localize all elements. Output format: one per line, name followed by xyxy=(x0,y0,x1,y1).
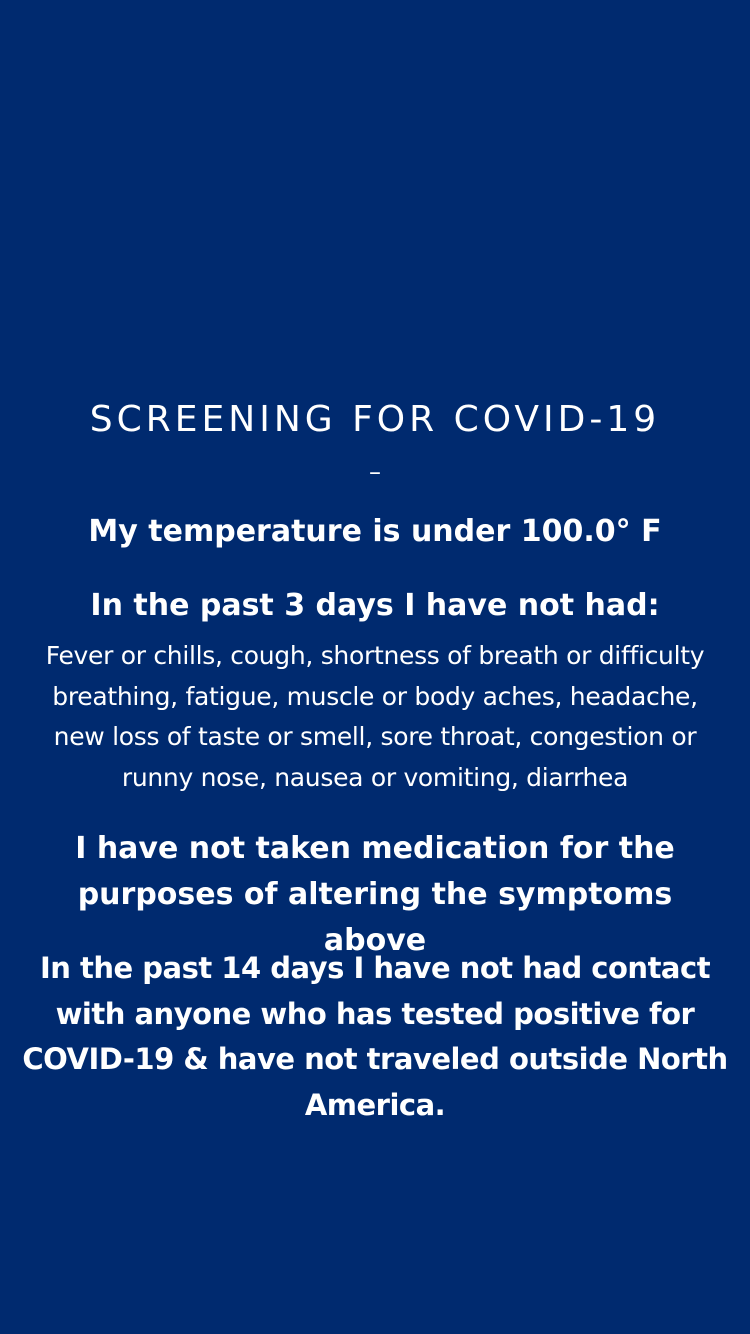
title-divider: – xyxy=(369,458,381,486)
past-3-days-heading: In the past 3 days I have not had: xyxy=(90,588,660,623)
temperature-statement: My temperature is under 100.0° F xyxy=(88,514,662,549)
past-14-days-statement: In the past 14 days I have not had contact with anyone who has tested positive for COVID-19 & have not traveled outside North America. xyxy=(22,951,728,1122)
symptoms-list: Fever or chills, cough, shortness of breath or difficulty breathing, fatigue, muscle or body aches, headache, new loss of taste or smell, sore throat, congestion or runny nose, nausea or vomiting, diarrhea xyxy=(45,641,705,792)
medication-statement: I have not taken medication for the purposes of altering the symptoms above xyxy=(75,831,675,958)
screening-title: SCREENING FOR COVID-19 xyxy=(89,399,661,440)
